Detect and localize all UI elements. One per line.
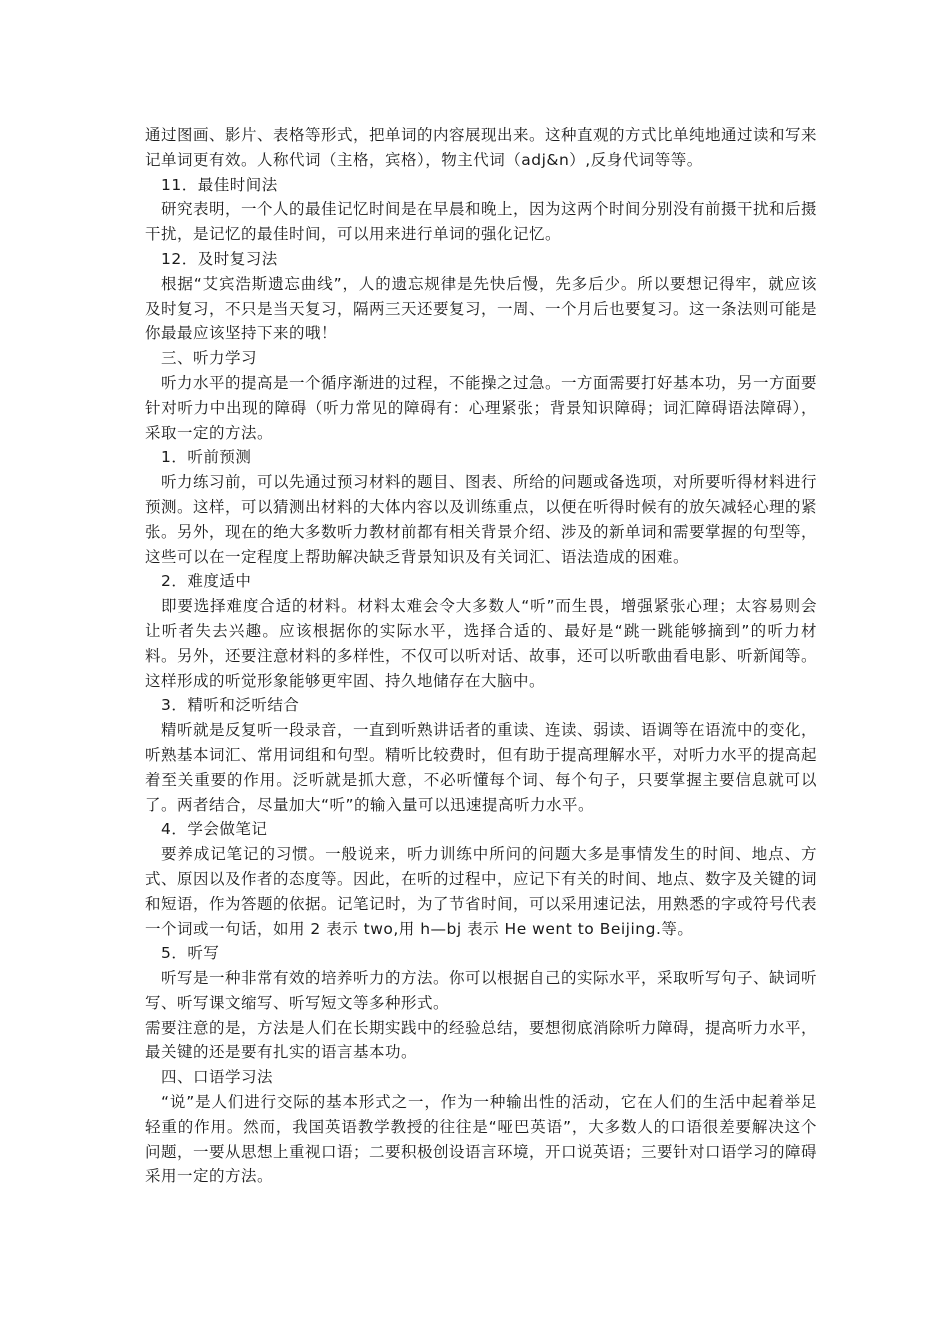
heading-dictation: 5．听写 bbox=[161, 944, 220, 963]
paragraph-intro: 通过图画、影片、表格等形式，把单词的内容展现出来。这种直观的方式比单纯地通过读和写来记单词更有效。人称代词（主格，宾格），物主代词（adj&n）,反身代词等等。 bbox=[145, 126, 818, 169]
paragraph-note-taking: 要养成记笔记的习惯。一般说来，听力训练中所问的问题大多是事情发生的时间、地点、方式、原因以及作者的态度等。因此，在听的过程中，应记下有关的时间、地点、数字及关键的词和短语，作为答题的依据。记笔记时，为了节省时间，可以采用速记法，用熟悉的字或符号代表一个词或一句话，如用 2 表示 two,用 h—bj 表示 He went to Beijing.等。 bbox=[145, 845, 818, 938]
paragraph-intensive-extensive: 精听就是反复听一段录音，一直到听熟讲话者的重读、连读、弱读、语调等在语流中的变化，听熟基本词汇、常用词组和句型。精听比较费时，但有助于提高理解水平，对听力水平的提高起着至关重要的作用。泛听就是抓大意，不必听懂每个词、每个句子，只要掌握主要信息就可以了。两者结合，尽量加大“听”的输入量可以迅速提高听力水平。 bbox=[145, 721, 818, 814]
heading-best-time-method: 11．最佳时间法 bbox=[161, 175, 278, 194]
heading-difficulty: 2．难度适中 bbox=[161, 572, 252, 591]
paragraph-note: 需要注意的是，方法是人们在长期实践中的经验总结，要想彻底消除听力障碍，提高听力水平，最关键的还是要有扎实的语言基本功。 bbox=[145, 1018, 818, 1062]
section-heading-listening: 三、听力学习 bbox=[161, 349, 258, 368]
document-body bbox=[145, 123, 817, 1189]
section-heading-speaking: 四、口语学习法 bbox=[161, 1068, 274, 1087]
paragraph-pre-listening: 听力练习前，可以先通过预习材料的题目、图表、所给的问题或备选项，对所要听得材料进行预测。这样，可以猜测出材料的大体内容以及训练重点，以便在听得时候有的放矢减轻心理的紧张。另外，现在的绝大多数听力教材前都有相关背景介绍、涉及的新单词和需要掌握的句型等，这些可以在一定程度上帮助解决缺乏背景知识及有关词汇、语法造成的困难。 bbox=[145, 473, 818, 566]
paragraph-timely-review: 根据“艾宾浩斯遗忘曲线”，人的遗忘规律是先快后慢，先多后少。所以要想记得牢，就应该及时复习，不只是当天复习，隔两三天还要复习，一周、一个月后也要复习。这一条法则可能是你最最应该坚持下来的哦！ bbox=[145, 274, 818, 343]
paragraph-best-time: 研究表明，一个人的最佳记忆时间是在早晨和晚上，因为这两个时间分别没有前摄干扰和后摄干扰，是记忆的最佳时间，可以用来进行单词的强化记忆。 bbox=[145, 200, 818, 244]
paragraph-listening-intro: 听力水平的提高是一个循序渐进的过程，不能操之过急。一方面需要打好基本功，另一方面要针对听力中出现的障碍（听力常见的障碍有：心理紧张；背景知识障碍；词汇障碍语法障碍），采取一定的方法。 bbox=[145, 373, 818, 442]
paragraph-dictation: 听写是一种非常有效的培养听力的方法。你可以根据自己的实际水平，采取听写句子、缺词听写、听写课文缩写、听写短文等多种形式。 bbox=[145, 969, 818, 1012]
heading-intensive-extensive: 3．精听和泛听结合 bbox=[161, 696, 300, 715]
heading-timely-review: 12．及时复习法 bbox=[161, 249, 278, 268]
paragraph-difficulty: 即要选择难度合适的材料。材料太难会令大多数人“听”而生畏，增强紧张心理；太容易则会让听者失去兴趣。应该根据你的实际水平，选择合适的、最好是“跳一跳能够摘到”的听力材料。另外，还要注意材料的多样性，不仅可以听对话、故事，还可以听歌曲看电影、听新闻等。这样形成的听觉形象能够更牢固、持久地储存在大脑中。 bbox=[145, 597, 818, 690]
paragraph-speaking: “说”是人们进行交际的基本形式之一，作为一种输出性的活动，它在人们的生活中起着举足轻重的作用。然而，我国英语教学教授的往往是“哑巴英语”，大多数人的口语很差要解决这个问题，一要从思想上重视口语；二要积极创设语言环境，开口说英语；三要针对口语学习的障碍采用一定的方法。 bbox=[145, 1093, 818, 1186]
heading-pre-listening: 1．听前预测 bbox=[161, 448, 252, 467]
heading-note-taking: 4．学会做笔记 bbox=[161, 820, 268, 839]
